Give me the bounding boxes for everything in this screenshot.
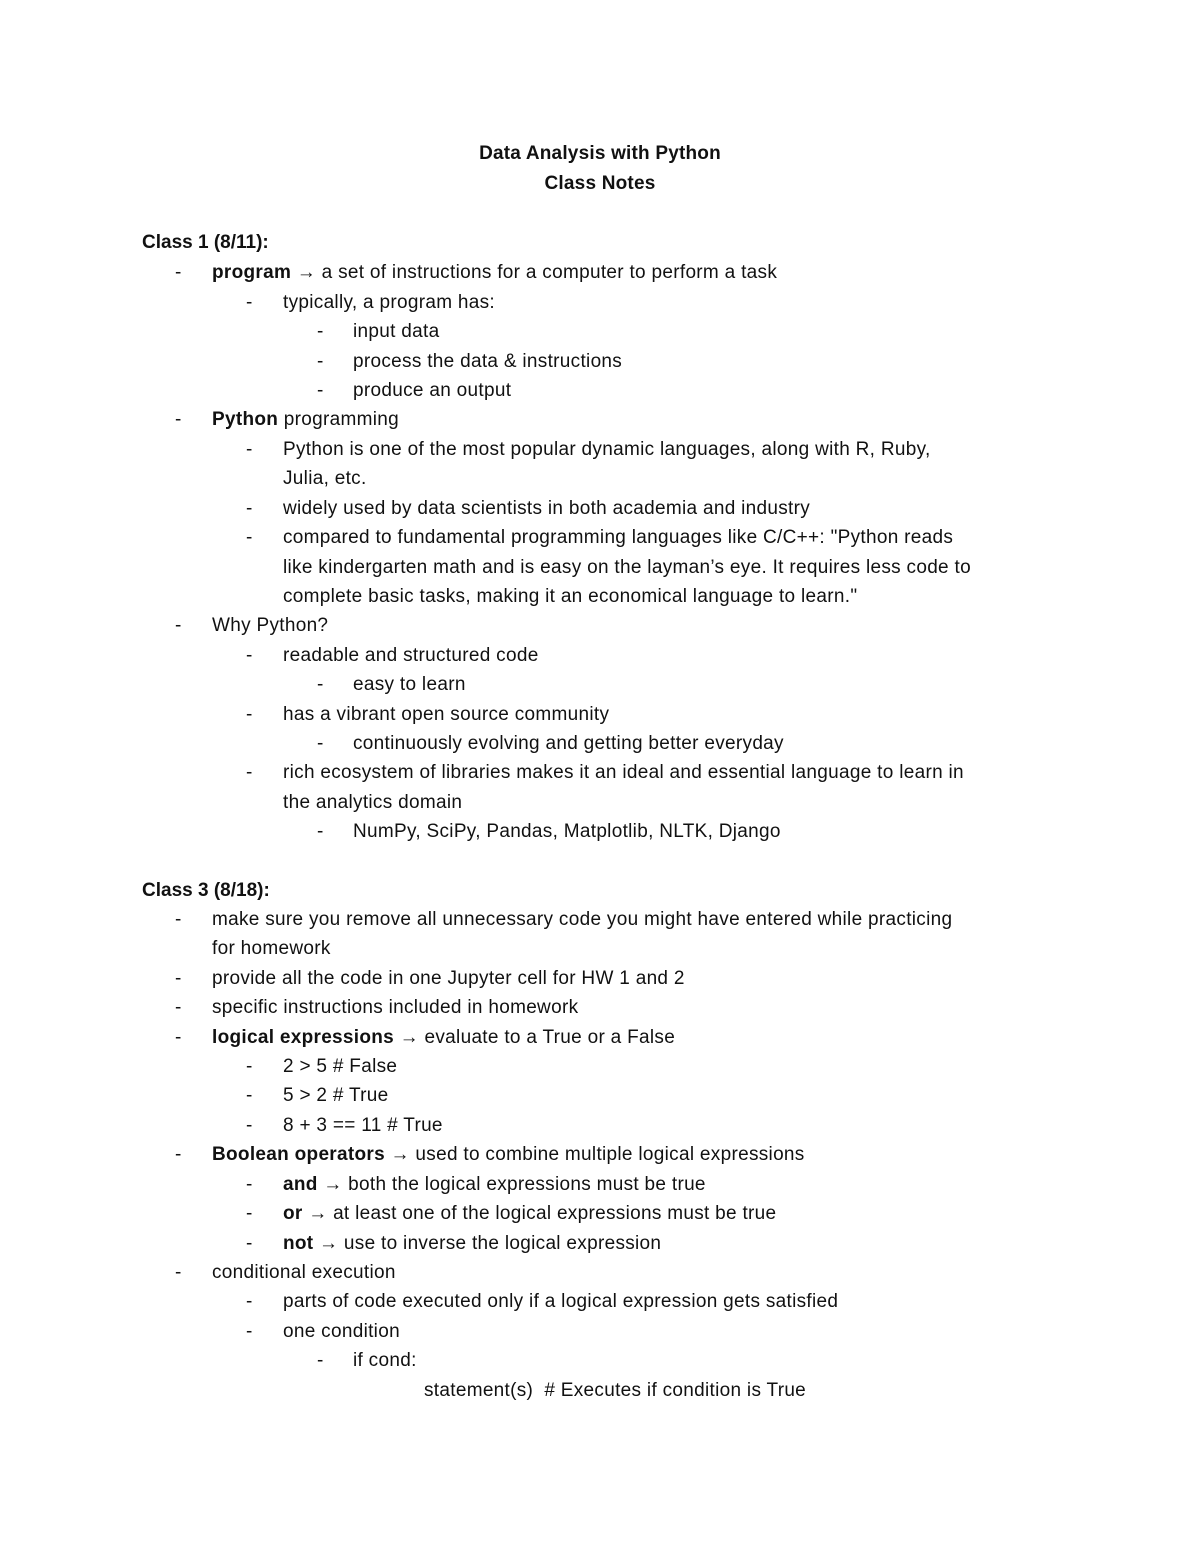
term-program: program bbox=[212, 262, 292, 283]
class-3-heading: Class 3 (8/18): bbox=[142, 880, 270, 901]
term-python: Python bbox=[212, 409, 279, 430]
term-and: and bbox=[283, 1174, 318, 1195]
term-not: not bbox=[283, 1233, 314, 1254]
term-logical-expressions: logical expressions bbox=[212, 1027, 395, 1048]
document-subtitle: Class Notes bbox=[544, 173, 656, 194]
document-title: Data Analysis with Python bbox=[479, 143, 721, 164]
class-1-heading: Class 1 (8/11): bbox=[142, 232, 269, 253]
term-boolean-operators: Boolean operators bbox=[212, 1144, 385, 1165]
term-or: or bbox=[283, 1203, 303, 1224]
